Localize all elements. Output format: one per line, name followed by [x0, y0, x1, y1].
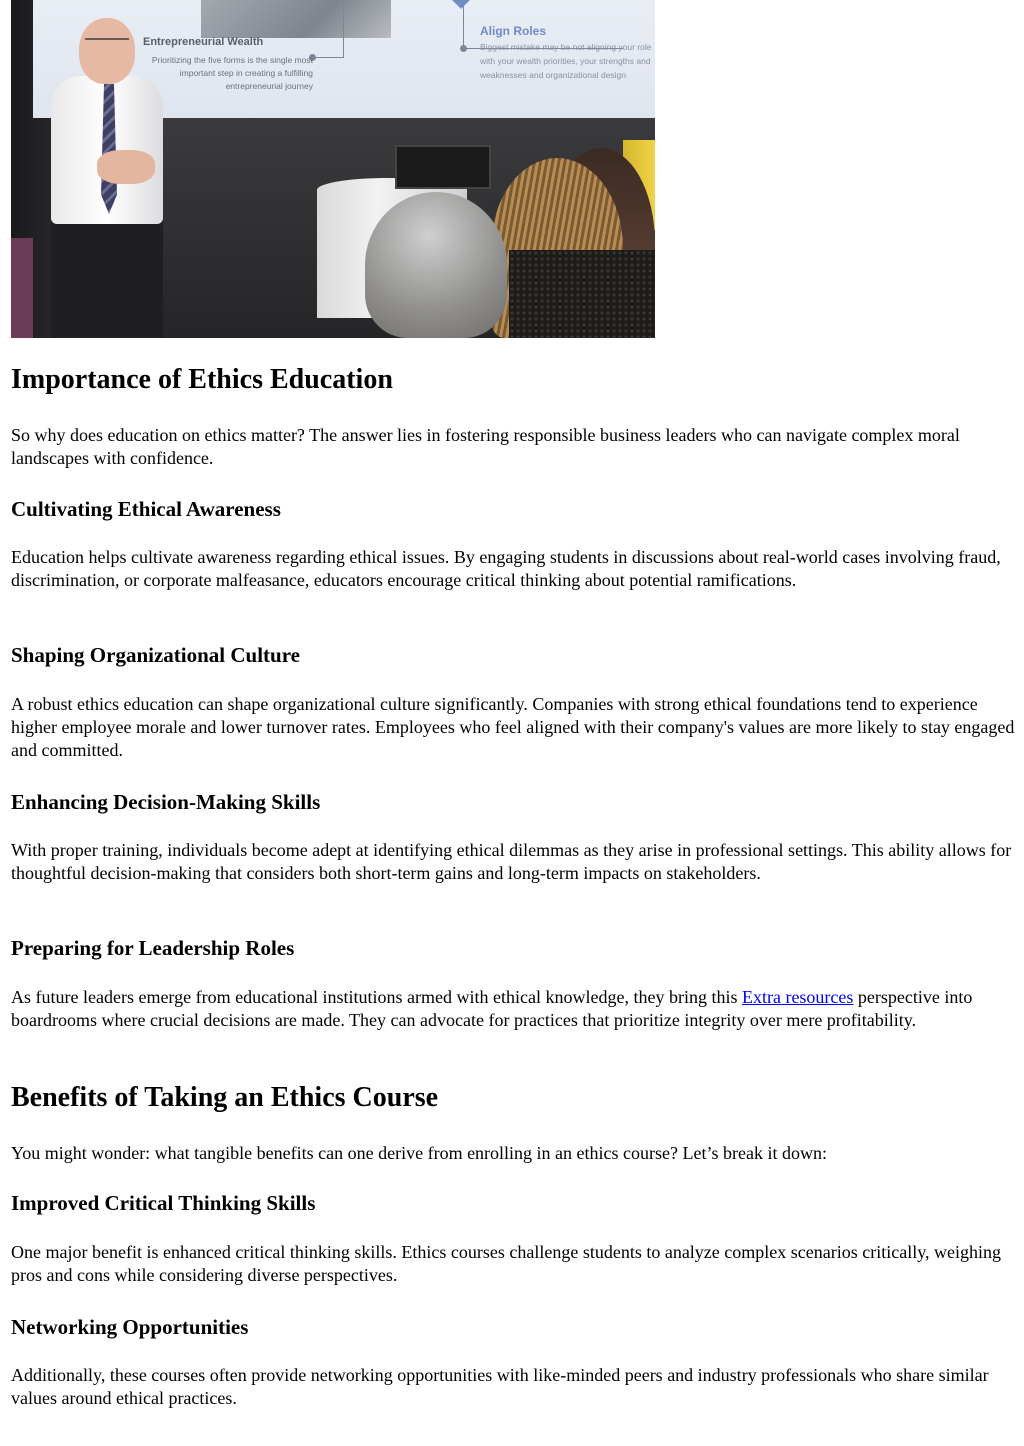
subsection-heading: Shaping Organizational Culture: [11, 643, 300, 667]
presenter-pants: [51, 218, 163, 338]
section-intro: So why does education on ethics matter? The answer lies in fostering responsible business leaders who can navigate complex moral landscapes with confidence.: [11, 425, 960, 468]
subsection-heading: Improved Critical Thinking Skills: [11, 1191, 316, 1215]
section-intro: You might wonder: what tangible benefits can one derive from enrolling in an ethics course? Let’s break it down:: [11, 1143, 827, 1163]
subsection-text: A robust ethics education can shape organizational culture significantly. Companies with strong ethical foundations tend to experience higher employee morale and lower turnover rates. Employees who feel aligned with their company's values are more likely to stay engaged and committed.: [11, 694, 1015, 760]
presenter-head: [79, 18, 135, 84]
audience-shoulder: [509, 250, 655, 338]
presenter-glasses: [85, 38, 129, 50]
subsection-text: Additionally, these courses often provide networking opportunities with like-minded peers and industry professionals who share similar values around ethical practices.: [11, 1365, 989, 1408]
banner: [11, 238, 33, 338]
subsection-heading: Preparing for Leadership Roles: [11, 936, 295, 960]
text-after-link: perspective into boardrooms where crucial decisions are made. They can advocate for practices that prioritize integrity over mere profitability.: [11, 987, 973, 1030]
monitor: [395, 145, 491, 189]
article-page: [11, 0, 1015, 1408]
screen-right-title: Align Roles: [480, 24, 547, 38]
presentation-photo: [11, 0, 655, 338]
extra-resources-link[interactable]: Extra resources: [741, 987, 854, 1007]
screen-photo: [201, 0, 391, 38]
subsection-heading: Enhancing Decision-Making Skills: [11, 790, 321, 814]
subsection-heading: Cultivating Ethical Awareness: [11, 497, 281, 521]
audience-member: [365, 192, 507, 338]
subsection-text: One major benefit is enhanced critical thinking skills. Ethics courses challenge students to analyze complex scenarios critically, weighing pros and cons while considering diverse perspectives.: [11, 1242, 1002, 1285]
subsection-text: Education helps cultivate awareness regarding ethical issues. By engaging students in discussions about real-world cases involving fraud, discrimination, or corporate malfeasance, educators encourage critical thinking about potential ramifications.: [11, 547, 1001, 590]
screen-right-text: Biggest mistake may be not aligning your role with your wealth priorities, your strengths and weaknesses and organizational design: [480, 42, 652, 80]
section-heading: Importance of Ethics Education: [11, 364, 393, 395]
screen-left-title: Entrepreneurial Wealth: [143, 36, 264, 48]
subsection-text: [11, 986, 1016, 1032]
screen-left-text: Prioritizing the five forms is the single most important step in creating a fulfilling entrepreneurial journey: [151, 55, 313, 91]
subsection-heading: Networking Opportunities: [11, 1315, 249, 1339]
subsection-text: With proper training, individuals become adept at identifying ethical dilemmas as they arise in professional settings. This ability allows for thoughtful decision-making that considers both short-term gains and long-term impacts on stakeholders.: [11, 840, 1012, 883]
section-heading: Benefits of Taking an Ethics Course: [11, 1082, 439, 1113]
text-before-link: As future leaders emerge from educational institutions armed with ethical knowledge, they bring this: [11, 987, 742, 1007]
presenter-hands: [97, 150, 155, 184]
